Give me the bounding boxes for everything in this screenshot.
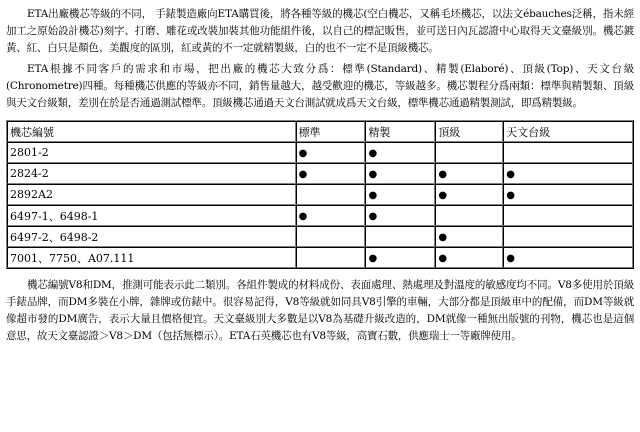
table-row: [7, 142, 633, 163]
grade-marker: ●: [368, 190, 378, 201]
table-row: [7, 163, 633, 184]
cell-elabore: [365, 247, 435, 268]
cell-elabore: [365, 205, 435, 226]
table-row: [7, 226, 633, 247]
table-body: [7, 142, 633, 268]
cell-movement-number: 6497-2、6498-2: [7, 226, 296, 247]
cell-movement-number: 2892A2: [7, 184, 296, 205]
cell-top: [435, 205, 503, 226]
grade-marker: ●: [368, 253, 378, 264]
table-header-row: [7, 121, 633, 142]
cell-standard: [296, 184, 366, 205]
cell-standard: [296, 205, 366, 226]
movement-grade-table: [6, 120, 634, 269]
cell-elabore: [365, 163, 435, 184]
cell-standard: [296, 163, 366, 184]
table-row: [7, 205, 633, 226]
cell-elabore: [365, 226, 435, 247]
grade-marker: ●: [438, 169, 448, 180]
grade-table-wrapper: [6, 120, 634, 269]
cell-chronometre: [503, 163, 633, 184]
cell-elabore: [365, 142, 435, 163]
cell-top: [435, 184, 503, 205]
grade-marker: ●: [438, 190, 448, 201]
table-row: [7, 184, 633, 205]
grade-marker: ●: [438, 253, 448, 264]
header-standard: 標準: [296, 121, 366, 142]
grade-marker: ●: [298, 169, 308, 180]
grade-marker: ●: [506, 190, 515, 201]
cell-chronometre: [503, 226, 633, 247]
cell-chronometre: [503, 247, 633, 268]
table-row: [7, 247, 633, 268]
grade-marker: ●: [368, 211, 378, 222]
grade-marker: ●: [298, 148, 308, 159]
cell-chronometre: [503, 142, 633, 163]
intro-paragraph-1: ETA出廠機芯等級的不同， 手錶製造廠向ETA購買後，將各種等級的機芯(空白機芯，又稱毛坯機芯，以法文ébauches泛稱，指未經加工之原始設計機芯)刻字、打磨、雕花或改裝加裝其他功能組件後，以自己的標記販售，並可送日內瓦認證中心取得天文臺級別。機芯鍍黃、紅、白只是顏色、美觀度的區別，紅或黃的不一定就精製級，白的也不一定不是頂級機芯。: [6, 8, 634, 54]
grade-marker: ●: [438, 232, 448, 243]
cell-movement-number: 2824-2: [7, 163, 296, 184]
grade-marker: ●: [506, 253, 515, 264]
cell-top: [435, 163, 503, 184]
cell-elabore: [365, 184, 435, 205]
cell-standard: [296, 142, 366, 163]
cell-movement-number: 7001、7750、A07.111: [7, 247, 296, 268]
cell-top: [435, 226, 503, 247]
article-page: [6, 6, 634, 345]
cell-top: [435, 142, 503, 163]
grade-marker: ●: [506, 169, 515, 180]
cell-movement-number: 6497-1、6498-1: [7, 205, 296, 226]
intro-paragraph-2: ETA根據不同客戶的需求和市場，把出廠的機芯大致分爲：標準(Standard)、精製(Elaboré)、頂級(Top)、天文台級(Chronometre)四種。每種機芯供應的等級亦不同，銷售量越大，越受歡迎的機芯，等級越多。機芯製程分爲兩類：標準與精製類、頂級與天文台級類，差別在於是否通過測試標準。頂級機芯通過天文台測試就成爲天文台級，標準機芯通過精製測試，即爲精製級。: [6, 63, 634, 109]
cell-standard: [296, 226, 366, 247]
outro-paragraph: 機芯編號V8和DM，推測可能表示此二類別。各組件製成的材料成份、表面處理、熱處理及對溫度的敏感度均不同。V8多使用於頂級手錶品牌，而DM多裝在小牌，雜牌或仿錶中。很容易記得，V8等級就如同具V8引擎的車輛，大部分都是頂級車中的配備，而DM等級就像超市發的DM廣告，表示大量且價格便宜。天文臺級別大多數是以V8為基礎升級改造的，DM就像一種無出版號的刊物，機芯也是這個意思，故天文臺認證＞V8＞DM（包括無標示）。ETA石英機芯也有V8等級，高寶石數，供應瑞士一等廠牌使用。: [6, 279, 634, 342]
grade-marker: ●: [368, 169, 378, 180]
grade-marker: ●: [368, 148, 378, 159]
grade-marker: ●: [298, 211, 308, 222]
cell-chronometre: [503, 184, 633, 205]
cell-movement-number: 2801-2: [7, 142, 296, 163]
cell-top: [435, 247, 503, 268]
header-top: 頂級: [435, 121, 503, 142]
header-movement-number: 機芯編號: [7, 121, 296, 142]
cell-chronometre: [503, 205, 633, 226]
header-chronometre: 天文台級: [503, 121, 633, 142]
cell-standard: [296, 247, 366, 268]
header-elabore: 精製: [365, 121, 435, 142]
